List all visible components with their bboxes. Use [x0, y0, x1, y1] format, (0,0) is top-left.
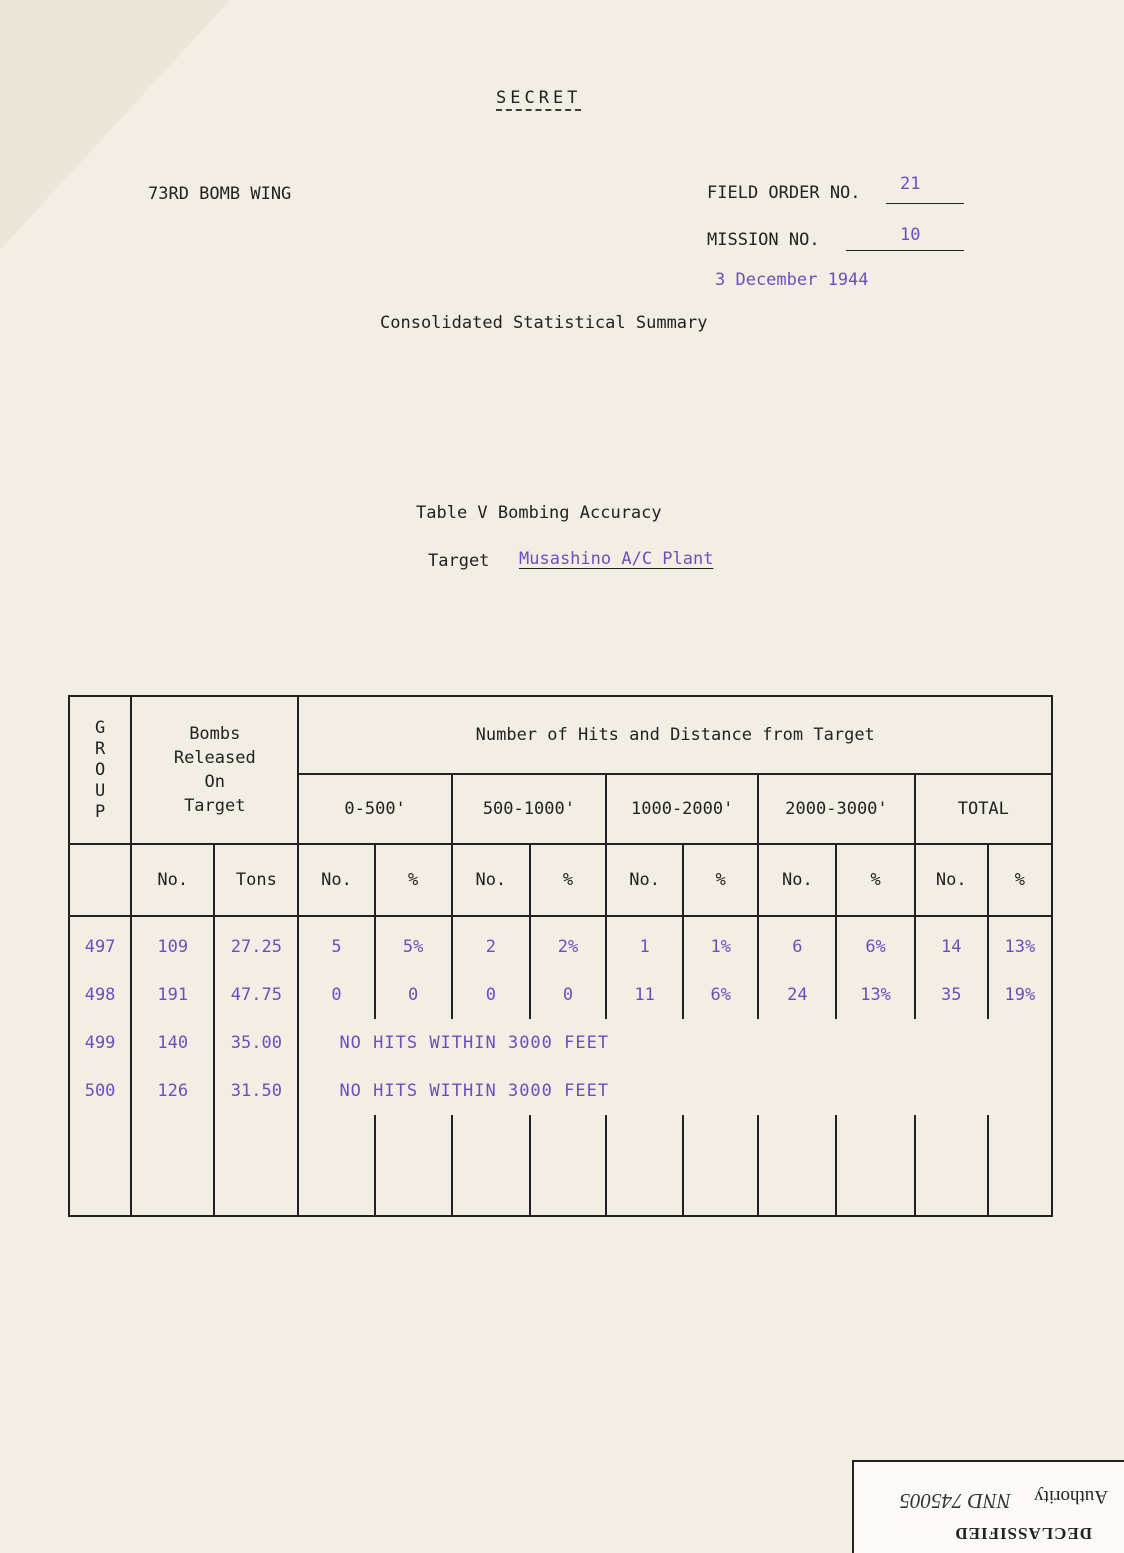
group-cell: 497	[69, 916, 131, 971]
mission-label: MISSION NO.	[707, 230, 820, 250]
col-no: No.	[452, 844, 530, 916]
hits-no-cell: 24	[758, 971, 836, 1019]
col-no: No.	[915, 844, 988, 916]
range-500-1000: 500-1000'	[452, 774, 606, 844]
total-pct-cell: 13%	[988, 916, 1052, 971]
field-order-number: 21	[900, 174, 921, 194]
col-pct: %	[836, 844, 914, 916]
bombs-no-cell: 109	[131, 916, 214, 971]
table-row	[69, 1067, 1052, 1115]
mission-number: 10	[900, 225, 921, 245]
no-hits-note: NO HITS WITHIN 3000 FEET	[298, 1019, 1052, 1067]
range-1000-2000: 1000-2000'	[606, 774, 758, 844]
hits-no-cell: 0	[298, 971, 374, 1019]
hits-pct-cell: 5%	[375, 916, 452, 971]
unit-name: 73RD BOMB WING	[148, 184, 292, 204]
document-title: Consolidated Statistical Summary	[380, 313, 708, 333]
table-row	[69, 916, 1052, 971]
col-tons: Tons	[214, 844, 298, 916]
group-cell: 498	[69, 971, 131, 1019]
folded-corner	[0, 0, 230, 250]
tons-cell: 31.50	[214, 1067, 298, 1115]
table-row	[69, 971, 1052, 1019]
target-label: Target	[428, 551, 490, 571]
col-pct: %	[988, 844, 1052, 916]
declassified-stamp	[852, 1460, 1124, 1553]
classification-marking: SECRET	[496, 88, 582, 108]
hits-no-cell: 0	[452, 971, 530, 1019]
range-0-500: 0-500'	[298, 774, 451, 844]
hits-pct-cell: 0	[375, 971, 452, 1019]
group-cell: 500	[69, 1067, 131, 1115]
bombs-header: Bombs Released On Target	[131, 696, 298, 844]
table-title: Table V Bombing Accuracy	[416, 503, 662, 523]
table-row	[69, 1019, 1052, 1067]
no-hits-note: NO HITS WITHIN 3000 FEET	[298, 1067, 1052, 1115]
group-header: G R O U P	[69, 696, 131, 844]
hits-no-cell: 2	[452, 916, 530, 971]
col-no: No.	[606, 844, 683, 916]
declassified-title: DECLASSIFIED	[954, 1524, 1092, 1543]
col-no: No.	[758, 844, 836, 916]
hits-pct-cell: 6%	[683, 971, 758, 1019]
tons-cell: 35.00	[214, 1019, 298, 1067]
tons-cell: 47.75	[214, 971, 298, 1019]
mission-date: 3 December 1944	[715, 270, 869, 290]
hits-pct-cell: 0	[530, 971, 606, 1019]
target-name: Musashino A/C Plant	[519, 549, 714, 569]
field-order-label: FIELD ORDER NO.	[707, 183, 861, 203]
hits-no-cell: 1	[606, 916, 683, 971]
tons-cell: 27.25	[214, 916, 298, 971]
table-blank-row	[69, 1115, 1052, 1216]
col-pct: %	[683, 844, 758, 916]
col-no: No.	[298, 844, 374, 916]
total-no-cell: 14	[915, 916, 988, 971]
col-no: No.	[131, 844, 214, 916]
hits-pct-cell: 13%	[836, 971, 914, 1019]
bombs-no-cell: 126	[131, 1067, 214, 1115]
mission-underline	[846, 250, 964, 251]
bombs-no-cell: 140	[131, 1019, 214, 1067]
hits-pct-cell: 2%	[530, 916, 606, 971]
group-cell: 499	[69, 1019, 131, 1067]
hits-pct-cell: 6%	[836, 916, 914, 971]
hits-no-cell: 5	[298, 916, 374, 971]
total-no-cell: 35	[915, 971, 988, 1019]
field-order-underline	[886, 203, 964, 204]
hits-pct-cell: 1%	[683, 916, 758, 971]
group-subheader-blank	[69, 844, 131, 916]
hits-no-cell: 11	[606, 971, 683, 1019]
hits-no-cell: 6	[758, 916, 836, 971]
total-pct-cell: 19%	[988, 971, 1052, 1019]
hits-header: Number of Hits and Distance from Target	[298, 696, 1052, 774]
authority-label: Authority	[1034, 1486, 1108, 1507]
col-pct: %	[530, 844, 606, 916]
authority-number: NND 745005	[899, 1489, 1011, 1513]
bombs-no-cell: 191	[131, 971, 214, 1019]
col-pct: %	[375, 844, 452, 916]
range-2000-3000: 2000-3000'	[758, 774, 914, 844]
range-total: TOTAL	[915, 774, 1052, 844]
bombing-accuracy-table	[68, 695, 1053, 1217]
